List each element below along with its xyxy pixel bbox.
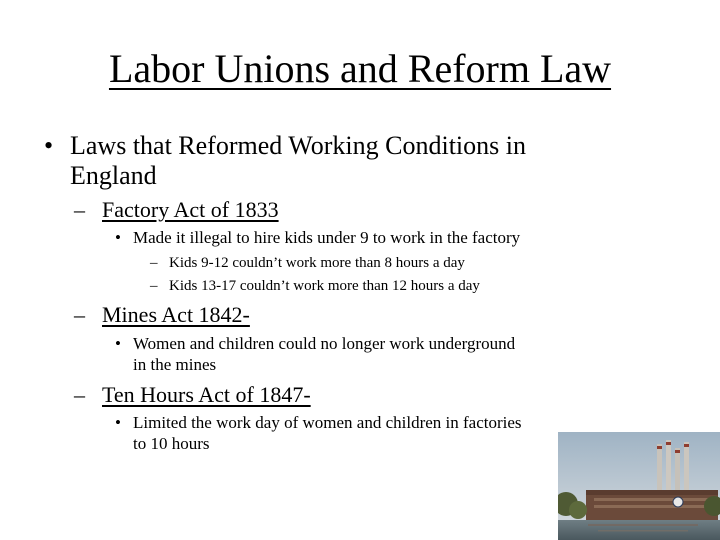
ten-hours-act-point-line2: to 10 hours [133, 434, 210, 453]
slide-title: Labor Unions and Reform Law [108, 46, 612, 91]
main-bullet-symbol: • [44, 131, 54, 160]
logo-emblem [673, 497, 683, 507]
factory-photo [558, 432, 720, 540]
main-bullet-line1: Laws that Reformed Working Conditions in [70, 131, 526, 160]
ten-hours-act-bullet: • [115, 413, 121, 432]
factory-act-heading: Factory Act of 1833 [102, 197, 279, 222]
factory-act-point: Made it illegal to hire kids under 9 to work in the factory [133, 228, 521, 247]
factory-act-sub-dash-2: – [150, 278, 158, 294]
factory-act-dash: – [74, 197, 85, 222]
factory-act-sub-1: Kids 9-12 couldn’t work more than 8 hours a day [169, 255, 465, 271]
ten-hours-act-dash: – [74, 382, 85, 407]
factory-act-sub-dash-1: – [150, 255, 158, 271]
mines-act-heading: Mines Act 1842- [102, 302, 250, 327]
ten-hours-act-heading: Ten Hours Act of 1847- [102, 382, 311, 407]
main-bullet-line2: England [70, 161, 157, 190]
mines-act-bullet: • [115, 334, 121, 353]
mines-act-point-line1: Women and children could no longer work underground [133, 334, 516, 353]
mines-act-dash: – [74, 302, 85, 327]
ten-hours-act-point-line1: Limited the work day of women and children in factories [133, 413, 522, 432]
factory-act-sub-2: Kids 13-17 couldn’t work more than 12 hours a day [169, 278, 480, 294]
mines-act-point-line2: in the mines [133, 355, 217, 374]
tree [569, 501, 587, 519]
factory-act-bullet: • [115, 228, 121, 247]
